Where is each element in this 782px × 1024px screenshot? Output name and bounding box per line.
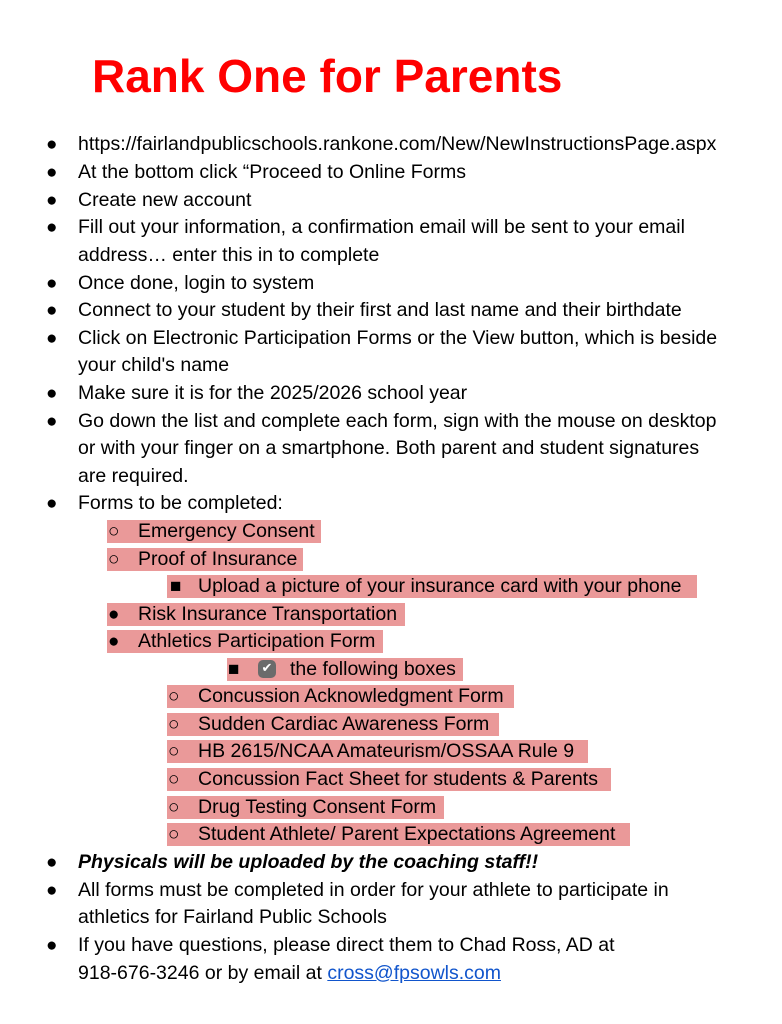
square-bullet-icon: ■ bbox=[228, 659, 240, 680]
form-risk-insurance: Risk Insurance Transportation bbox=[138, 603, 398, 625]
circle-bullet-icon: ○ bbox=[168, 824, 180, 845]
bullet-icon: ● bbox=[46, 880, 58, 901]
bullet-icon: ● bbox=[46, 493, 58, 514]
circle-bullet-icon: ○ bbox=[168, 686, 180, 707]
circle-bullet-icon: ○ bbox=[168, 769, 180, 790]
physicals-note: Physicals will be uploaded by the coaching staff!! bbox=[78, 851, 539, 873]
form-proof-of-insurance: Proof of Insurance bbox=[138, 548, 298, 570]
bullet-icon: ● bbox=[46, 217, 58, 238]
rankone-url: https://fairlandpublicschools.rankone.com/New/NewInstructionsPage.aspx bbox=[78, 133, 717, 155]
circle-bullet-icon: ○ bbox=[108, 521, 120, 542]
bullet-icon: ● bbox=[46, 328, 58, 349]
step-connect-student: Connect to your student by their first and last name and their birthdate bbox=[78, 299, 682, 321]
phone-text: 918-676-3246 or by email at bbox=[78, 962, 328, 984]
step-complete-forms-cont: or with your finger on a smartphone. Both parent and student signatures bbox=[78, 437, 700, 459]
questions-note-cont bbox=[78, 960, 501, 987]
circle-bullet-icon: ○ bbox=[168, 797, 180, 818]
circle-bullet-icon: ○ bbox=[168, 714, 180, 735]
form-upload-picture: Upload a picture of your insurance card with your phone bbox=[198, 575, 682, 597]
following-boxes-label: the following boxes bbox=[290, 658, 456, 680]
circle-bullet-icon: ○ bbox=[108, 549, 120, 570]
step-complete-forms: Go down the list and complete each form, sign with the mouse on desktop bbox=[78, 410, 717, 432]
form-sudden-cardiac: Sudden Cardiac Awareness Form bbox=[198, 713, 490, 735]
bullet-icon: ● bbox=[46, 300, 58, 321]
bullet-icon: ● bbox=[46, 411, 58, 432]
form-expectations-agreement: Student Athlete/ Parent Expectations Agreement bbox=[198, 823, 616, 845]
bullet-icon: ● bbox=[46, 273, 58, 294]
bullet-icon: ● bbox=[46, 162, 58, 183]
bullet-icon: ● bbox=[46, 935, 58, 956]
form-drug-testing: Drug Testing Consent Form bbox=[198, 796, 437, 818]
step-proceed: At the bottom click “Proceed to Online Forms bbox=[78, 161, 466, 183]
bullet-icon: ● bbox=[46, 134, 58, 155]
bullet-icon: ● bbox=[46, 190, 58, 211]
square-bullet-icon: ■ bbox=[170, 576, 182, 597]
step-login: Once done, login to system bbox=[78, 272, 315, 294]
forms-heading: Forms to be completed: bbox=[78, 492, 283, 514]
bullet-icon: ● bbox=[108, 604, 120, 625]
step-click-forms: Click on Electronic Participation Forms or the View button, which is beside bbox=[78, 327, 718, 349]
step-school-year: Make sure it is for the 2025/2026 school year bbox=[78, 382, 468, 404]
step-fill-info-cont: address… enter this in to complete bbox=[78, 244, 380, 266]
bullet-icon: ● bbox=[46, 383, 58, 404]
questions-note: If you have questions, please direct them to Chad Ross, AD at bbox=[78, 934, 615, 956]
checkbox-icon: ✔ bbox=[258, 660, 276, 678]
page-title: Rank One for Parents bbox=[92, 50, 563, 102]
step-complete-forms-cont2: are required. bbox=[78, 465, 189, 487]
form-concussion-acknowledgment: Concussion Acknowledgment Form bbox=[198, 685, 504, 707]
circle-bullet-icon: ○ bbox=[168, 741, 180, 762]
step-click-forms-cont: your child's name bbox=[78, 354, 230, 376]
bullet-icon: ● bbox=[108, 631, 120, 652]
step-fill-info: Fill out your information, a confirmation email will be sent to your email bbox=[78, 216, 685, 238]
email-link[interactable]: cross@fpsowls.com bbox=[327, 962, 501, 984]
all-forms-note-cont: athletics for Fairland Public Schools bbox=[78, 906, 387, 928]
step-create-account: Create new account bbox=[78, 189, 252, 211]
form-concussion-fact-sheet: Concussion Fact Sheet for students & Parents bbox=[198, 768, 598, 790]
form-athletics-participation: Athletics Participation Form bbox=[138, 630, 376, 652]
bullet-icon: ● bbox=[46, 852, 58, 873]
form-emergency-consent: Emergency Consent bbox=[138, 520, 315, 542]
form-hb-2615: HB 2615/NCAA Amateurism/OSSAA Rule 9 bbox=[198, 740, 575, 762]
all-forms-note: All forms must be completed in order for your athlete to participate in bbox=[78, 879, 669, 901]
